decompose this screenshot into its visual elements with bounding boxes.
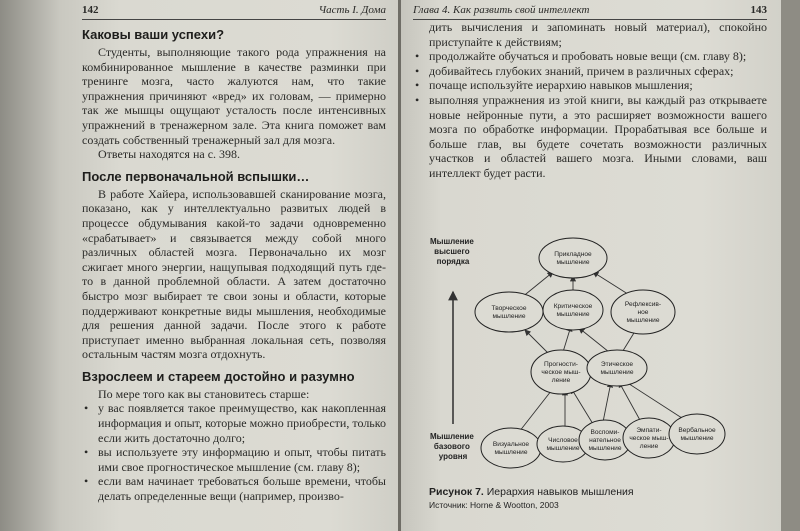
svg-text:Числовоемышление: Числовое мышление xyxy=(546,437,580,452)
edge xyxy=(623,380,685,420)
section-heading-progress: Каковы ваши успехи? xyxy=(82,27,225,42)
thinking-hierarchy-diagram xyxy=(413,234,763,484)
bullet-list xyxy=(82,401,386,503)
svg-text:Прогности-ческое мыш-ление: Прогности-ческое мыш-ление xyxy=(541,361,581,384)
paragraph: По мере того как вы становитесь старше: xyxy=(98,386,310,401)
node-predictive-thinking xyxy=(531,350,591,394)
paragraph-continuation: дить вычисления и запоминать новый материал), спокойно приступайте к действиям; xyxy=(429,20,767,49)
svg-text:Этическоемышление: Этическое мышление xyxy=(600,361,634,376)
node-creative-thinking xyxy=(475,292,543,332)
bullet-icon: • xyxy=(415,78,420,93)
edge xyxy=(619,382,641,422)
list-item: • почаще используйте иерархию навыков мышления; xyxy=(415,78,693,93)
left-page xyxy=(0,0,398,531)
right-running-title: Глава 4. Как развить свой интеллект xyxy=(413,4,590,16)
svg-text:Воспоми-нательноемышление: Воспоми-нательное мышление xyxy=(588,429,622,452)
edge xyxy=(603,382,611,422)
node-critical-thinking xyxy=(543,290,603,330)
list-item: • если вам начинает требоваться больше времени, чтобы делать определенные вещи (например, произво- xyxy=(84,474,386,504)
list-item: • добивайтесь глубоких знаний, причем в различных сферах; xyxy=(415,63,734,78)
figure-source: Источник: Horne & Wootton, 2003 xyxy=(429,500,559,510)
left-running-title: Часть I. Дома xyxy=(318,4,386,16)
list-item: • выполняя упражнения из этой книги, вы каждый раз открываете новые нейронные пути, а это расширяет возможности вашего мозга по обработке информации. Прорабатывая все больше и больше глав, вы будете сочетать возможности различных участков и областей вашего мозга. Иными словами, ваш интеллект будет расти. xyxy=(415,92,767,180)
axis-label-higher: Мышление высшего порядка xyxy=(429,237,474,266)
left-running-head xyxy=(82,4,386,20)
edge xyxy=(579,328,609,352)
right-page-number: 143 xyxy=(750,4,767,16)
bullet-icon: • xyxy=(415,63,420,78)
bullet-icon: • xyxy=(415,49,420,64)
background-edge xyxy=(781,0,800,531)
paragraph: Студенты, выполняющие такого рода упражнения на комбинированное мышление в качестве разминки при тренинге мозга, часто жалуются нам, что такие упражнения причиняют «вред» их головам, — примерно так же мышцы ощущают усталость после интенсивных упражнений в тренажерном зале. Эта книга поможет вам создать собственный тренажерный зал для мозга. xyxy=(82,45,386,147)
figure-caption xyxy=(429,486,634,510)
node-verbal-thinking xyxy=(669,414,725,454)
svg-text:Вербальноемышление: Вербальное мышление xyxy=(678,427,716,442)
bullet-icon: • xyxy=(84,401,89,416)
paragraph: В работе Хайера, использовавшей сканирование мозга, показано, как у интеллектуально развитых людей в процессе обдумывания какой-то задачи одновременно «срабатывает» и связывается между собой много различных областей мозга. Первоначально их мозг сжигает много энергии, нащупывая подходящий путь где-то в данной проблемной области. А затем достаточно быстро мозг выбирает те свои зоны и области, которые поддерживают конкретные виды мышления, необходимые для решения данной задачи. После этого к работе приступает именно выбранная локальная сеть, позволяя остальным частям мозга отдохнуть. xyxy=(82,186,386,362)
left-page-number: 142 xyxy=(82,4,99,16)
svg-text:Рефлексив-ноемышление: Рефлексив-ное мышление xyxy=(624,301,662,324)
svg-text:Критическоемышление: Критическое мышление xyxy=(553,303,593,318)
list-item: • продолжайте обучаться и пробовать новые вещи (см. главу 8); xyxy=(415,49,747,64)
bullet-icon: • xyxy=(84,445,89,460)
section-heading-after-flash: После первоначальной вспышки… xyxy=(82,168,310,184)
node-ethical-thinking xyxy=(587,350,647,386)
bullet-icon: • xyxy=(415,92,420,107)
right-page xyxy=(401,0,781,531)
node-visual-thinking xyxy=(481,428,541,468)
node-reflexive-thinking xyxy=(611,290,675,334)
list-item: • у вас появляется такое преимущество, как накопленная информация и опыт, которые можно приобрести, только если жить достаточно долго; xyxy=(84,401,386,445)
bullet-icon: • xyxy=(84,474,89,489)
node-empathic-thinking xyxy=(623,418,675,458)
section-heading-aging: Взрослеем и стареем достойно и разумно xyxy=(82,368,355,384)
right-running-head xyxy=(413,4,767,20)
bullet-list xyxy=(413,49,767,180)
figure-title: Иерархия навыков мышления xyxy=(486,486,634,498)
svg-text:Творческоемышление: Творческое мышление xyxy=(491,305,527,320)
list-item: • вы используете эту информацию и опыт, чтобы питать ими свое прогностическое мышление (см. главу 8); xyxy=(84,445,386,474)
paragraph: Ответы находятся на с. 398. xyxy=(98,147,241,162)
edge xyxy=(593,272,631,296)
edge xyxy=(571,388,593,424)
svg-text:Эмпати-ческое мыш-ление: Эмпати-ческое мыш-ление xyxy=(629,427,669,450)
node-applied-thinking xyxy=(539,238,607,278)
axis-label-basic: Мышление базового уровня xyxy=(429,432,474,461)
figure-label: Рисунок 7. xyxy=(429,486,484,498)
svg-text:Прикладноемышление: Прикладное мышление xyxy=(554,251,592,266)
svg-text:Визуальноемышление: Визуальное мышление xyxy=(492,441,530,456)
